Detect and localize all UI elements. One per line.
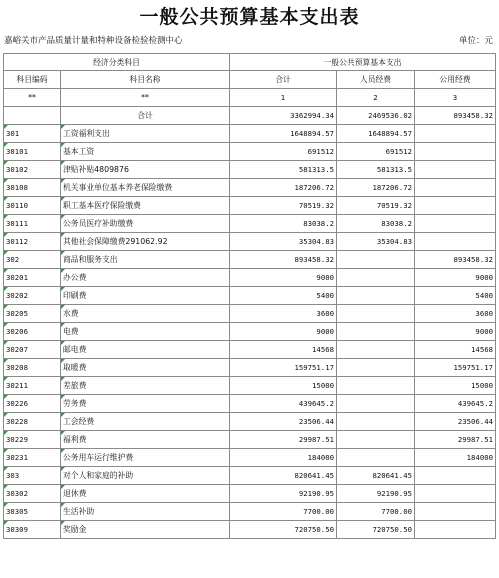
cell-name: 邮电费 <box>61 341 230 359</box>
cell-total: 3362994.34 <box>230 107 337 125</box>
cell-code: 30211 <box>4 377 61 395</box>
cell-name: 公务员医疗补助缴费 <box>61 215 230 233</box>
cell-code: 30208 <box>4 359 61 377</box>
cell-public: 159751.17 <box>415 359 496 377</box>
cell-code: 30201 <box>4 269 61 287</box>
table-row <box>4 449 496 467</box>
table-row <box>4 395 496 413</box>
cell-code: 301 <box>4 125 61 143</box>
header-index-row <box>4 89 496 107</box>
cell-name: 办公费 <box>61 269 230 287</box>
table-row <box>4 107 496 125</box>
cell-personnel: 83038.2 <box>337 215 415 233</box>
cell-public <box>415 143 496 161</box>
table-row <box>4 413 496 431</box>
cell-total: 9000 <box>230 323 337 341</box>
organization-name: 嘉峪关市产品质量计量和特种设备检验检测中心 <box>4 36 183 46</box>
cell-name: 差旅费 <box>61 377 230 395</box>
cell-total: 820641.45 <box>230 467 337 485</box>
table-row <box>4 251 496 269</box>
cell-total: 29987.51 <box>230 431 337 449</box>
header-info <box>4 34 493 48</box>
cell-personnel <box>337 251 415 269</box>
cell-name: 商品和服务支出 <box>61 251 230 269</box>
cell-total: 92190.95 <box>230 485 337 503</box>
cell-code: 30302 <box>4 485 61 503</box>
cell-name: 退休费 <box>61 485 230 503</box>
table-row <box>4 269 496 287</box>
header-group-economic: 经济分类科目 <box>4 54 230 71</box>
cell-name: 取暖费 <box>61 359 230 377</box>
table-row <box>4 215 496 233</box>
cell-code: 30226 <box>4 395 61 413</box>
cell-personnel <box>337 359 415 377</box>
cell-personnel <box>337 287 415 305</box>
cell-public <box>415 197 496 215</box>
cell-personnel <box>337 413 415 431</box>
cell-name: 工会经费 <box>61 413 230 431</box>
cell-code: 30231 <box>4 449 61 467</box>
table-row <box>4 305 496 323</box>
cell-public <box>415 179 496 197</box>
cell-code: 30309 <box>4 521 61 539</box>
header-group-row <box>4 54 496 71</box>
cell-code <box>4 107 61 125</box>
cell-personnel: 7700.00 <box>337 503 415 521</box>
cell-personnel: 35304.83 <box>337 233 415 251</box>
cell-code: 30101 <box>4 143 61 161</box>
cell-code: 30108 <box>4 179 61 197</box>
table-row <box>4 341 496 359</box>
cell-personnel: 1648894.57 <box>337 125 415 143</box>
cell-total: 15000 <box>230 377 337 395</box>
cell-personnel: 92190.95 <box>337 485 415 503</box>
cell-name: 合计 <box>61 107 230 125</box>
cell-code: 30305 <box>4 503 61 521</box>
cell-code: 30206 <box>4 323 61 341</box>
cell-personnel: 581313.5 <box>337 161 415 179</box>
cell-name: 其他社会保障缴费291062.92 <box>61 233 230 251</box>
cell-code: 302 <box>4 251 61 269</box>
header-code: 科目编码 <box>4 71 61 89</box>
table-row <box>4 197 496 215</box>
cell-total: 7700.00 <box>230 503 337 521</box>
cell-public <box>415 233 496 251</box>
cell-personnel: 820641.45 <box>337 467 415 485</box>
cell-personnel: 691512 <box>337 143 415 161</box>
cell-total: 187206.72 <box>230 179 337 197</box>
cell-code: 30111 <box>4 215 61 233</box>
cell-public: 14568 <box>415 341 496 359</box>
table-row <box>4 467 496 485</box>
cell-public: 23506.44 <box>415 413 496 431</box>
cell-total: 893458.32 <box>230 251 337 269</box>
cell-name: 津贴补贴4809876 <box>61 161 230 179</box>
index-code: ** <box>4 89 61 107</box>
cell-total: 720750.50 <box>230 521 337 539</box>
cell-total: 1648894.57 <box>230 125 337 143</box>
cell-code: 30112 <box>4 233 61 251</box>
table-row <box>4 143 496 161</box>
cell-name: 公务用车运行维护费 <box>61 449 230 467</box>
table-row <box>4 377 496 395</box>
cell-public <box>415 161 496 179</box>
cell-personnel <box>337 341 415 359</box>
cell-name: 电费 <box>61 323 230 341</box>
cell-personnel <box>337 449 415 467</box>
cell-name: 印刷费 <box>61 287 230 305</box>
table-row <box>4 503 496 521</box>
cell-public: 893458.32 <box>415 251 496 269</box>
table-row <box>4 431 496 449</box>
cell-public <box>415 125 496 143</box>
cell-personnel: 2469536.02 <box>337 107 415 125</box>
cell-name: 机关事业单位基本养老保险缴费 <box>61 179 230 197</box>
cell-name: 工资福利支出 <box>61 125 230 143</box>
header-public: 公用经费 <box>415 71 496 89</box>
page-title: 一般公共预算基本支出表 <box>139 6 360 28</box>
cell-code: 30229 <box>4 431 61 449</box>
cell-name: 生活补助 <box>61 503 230 521</box>
table-row <box>4 179 496 197</box>
cell-personnel: 720750.50 <box>337 521 415 539</box>
cell-public: 9000 <box>415 269 496 287</box>
table-row <box>4 485 496 503</box>
cell-total: 14568 <box>230 341 337 359</box>
cell-total: 581313.5 <box>230 161 337 179</box>
cell-name: 水费 <box>61 305 230 323</box>
cell-public: 893458.32 <box>415 107 496 125</box>
cell-personnel: 187206.72 <box>337 179 415 197</box>
cell-name: 福利费 <box>61 431 230 449</box>
cell-name: 对个人和家庭的补助 <box>61 467 230 485</box>
header-column-row <box>4 71 496 89</box>
cell-total: 23506.44 <box>230 413 337 431</box>
cell-code: 30110 <box>4 197 61 215</box>
cell-public: 9000 <box>415 323 496 341</box>
cell-code: 30207 <box>4 341 61 359</box>
cell-name: 劳务费 <box>61 395 230 413</box>
table-row <box>4 521 496 539</box>
cell-total: 159751.17 <box>230 359 337 377</box>
cell-personnel <box>337 323 415 341</box>
index-name: ** <box>61 89 230 107</box>
cell-public: 184000 <box>415 449 496 467</box>
table-row <box>4 233 496 251</box>
cell-total: 70519.32 <box>230 197 337 215</box>
cell-public: 439645.2 <box>415 395 496 413</box>
cell-public: 15000 <box>415 377 496 395</box>
expenditure-table <box>3 53 496 539</box>
cell-public: 5400 <box>415 287 496 305</box>
header-name: 科目名称 <box>61 71 230 89</box>
unit-label: 单位：元 <box>458 36 493 46</box>
index-public: 3 <box>415 89 496 107</box>
cell-total: 5400 <box>230 287 337 305</box>
cell-personnel <box>337 269 415 287</box>
index-personnel: 2 <box>337 89 415 107</box>
cell-code: 303 <box>4 467 61 485</box>
table-row <box>4 125 496 143</box>
cell-total: 3600 <box>230 305 337 323</box>
cell-code: 30205 <box>4 305 61 323</box>
table-row <box>4 359 496 377</box>
cell-public <box>415 215 496 233</box>
header-total: 合计 <box>230 71 337 89</box>
cell-code: 30202 <box>4 287 61 305</box>
table-row <box>4 287 496 305</box>
cell-code: 30102 <box>4 161 61 179</box>
cell-public: 3600 <box>415 305 496 323</box>
cell-name: 奖励金 <box>61 521 230 539</box>
table-row <box>4 161 496 179</box>
cell-personnel: 70519.32 <box>337 197 415 215</box>
cell-total: 83038.2 <box>230 215 337 233</box>
cell-name: 基本工资 <box>61 143 230 161</box>
cell-personnel <box>337 377 415 395</box>
cell-code: 30228 <box>4 413 61 431</box>
cell-public: 29987.51 <box>415 431 496 449</box>
cell-personnel <box>337 305 415 323</box>
cell-total: 9000 <box>230 269 337 287</box>
index-total: 1 <box>230 89 337 107</box>
cell-total: 691512 <box>230 143 337 161</box>
cell-total: 184000 <box>230 449 337 467</box>
cell-public <box>415 503 496 521</box>
cell-name: 职工基本医疗保险缴费 <box>61 197 230 215</box>
cell-public <box>415 521 496 539</box>
header-group-budget: 一般公共预算基本支出 <box>230 54 496 71</box>
cell-personnel <box>337 431 415 449</box>
header-personnel: 人员经费 <box>337 71 415 89</box>
cell-total: 35304.83 <box>230 233 337 251</box>
cell-total: 439645.2 <box>230 395 337 413</box>
cell-public <box>415 467 496 485</box>
cell-personnel <box>337 395 415 413</box>
table-row <box>4 323 496 341</box>
cell-public <box>415 485 496 503</box>
